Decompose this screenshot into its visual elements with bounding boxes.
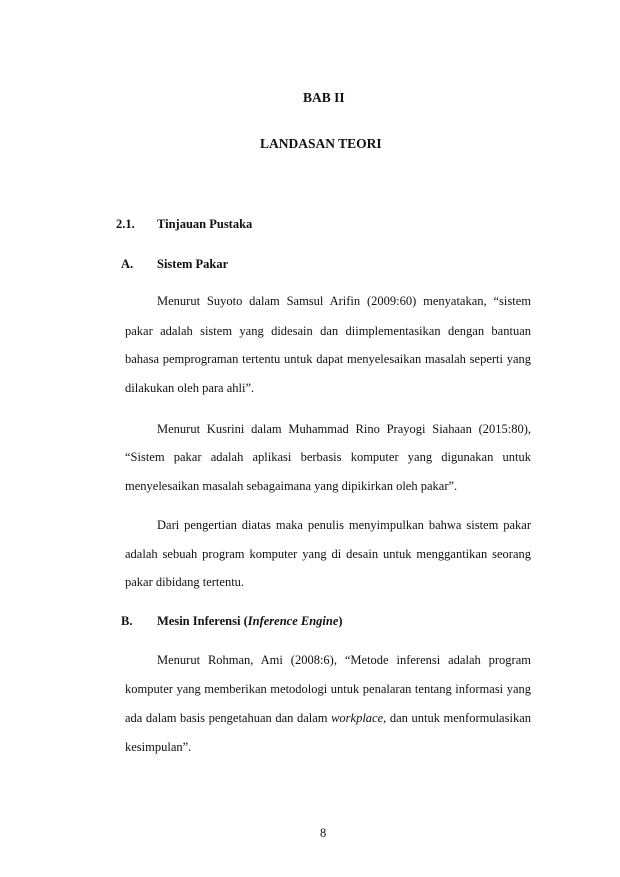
paragraph-4-line-1: Menurut Rohman, Ami (2008:6), “Metode inferensi adalah program [157,653,531,667]
subsection-a-title: Sistem Pakar [157,257,229,271]
section-title: Tinjauan Pustaka [157,217,253,231]
paragraph-4-line-3 [125,711,531,726]
paragraph-3-line-3: pakar dibidang tertentu. [125,575,245,589]
paragraph-4-line-3-end: , dan untuk menformulasikan [383,711,531,725]
chapter-number: BAB II [303,90,345,105]
paragraph-1-line-1: Menurut Suyoto dalam Samsul Arifin (2009:60) menyatakan, “sistem [157,294,531,308]
page-number: 8 [320,826,327,840]
paragraph-2-line-2: “Sistem pakar adalah aplikasi berbasis komputer yang digunakan untuk [125,450,531,464]
paragraph-4-line-4: kesimpulan”. [125,740,192,754]
paragraph-3-line-1: Dari pengertian diatas maka penulis menyimpulkan bahwa sistem pakar [157,518,531,532]
subsection-a-letter: A. [121,257,134,271]
paragraph-4-italic-term: workplace [331,711,384,725]
paragraph-1-line-2: pakar adalah sistem yang didesain dan diimplementasikan dengan bantuan [125,324,531,338]
paragraph-4-line-3-start: ada dalam basis pengetahuan dan dalam [125,711,332,725]
paragraph-4-line-2: komputer yang memberikan metodologi untuk penalaran tentang informasi yang [125,682,531,696]
paragraph-3-line-2: adalah sebuah program komputer yang di desain untuk menggantikan seorang [125,547,531,561]
paragraph-1-line-4: dilakukan oleh para ahli”. [125,381,255,395]
paragraph-2-line-3: menyelesaikan masalah sebagaimana yang dipikirkan oleh pakar”. [125,479,458,493]
paragraph-1-line-3: bahasa pemprograman tertentu untuk dapat menyelesaikan masalah seperti yang [125,352,531,366]
section-number: 2.1. [116,217,135,231]
subsection-b-letter: B. [121,614,133,628]
paragraph-2-line-1: Menurut Kusrini dalam Muhammad Rino Prayogi Siahaan (2015:80), [157,422,531,436]
chapter-title: LANDASAN TEORI [260,136,382,151]
subsection-b-title-end: ) [338,614,343,628]
subsection-b-title [157,614,343,629]
subsection-b-title-main: Mesin Inferensi ( [157,614,248,628]
subsection-b-title-italic: Inference Engine [247,614,339,628]
